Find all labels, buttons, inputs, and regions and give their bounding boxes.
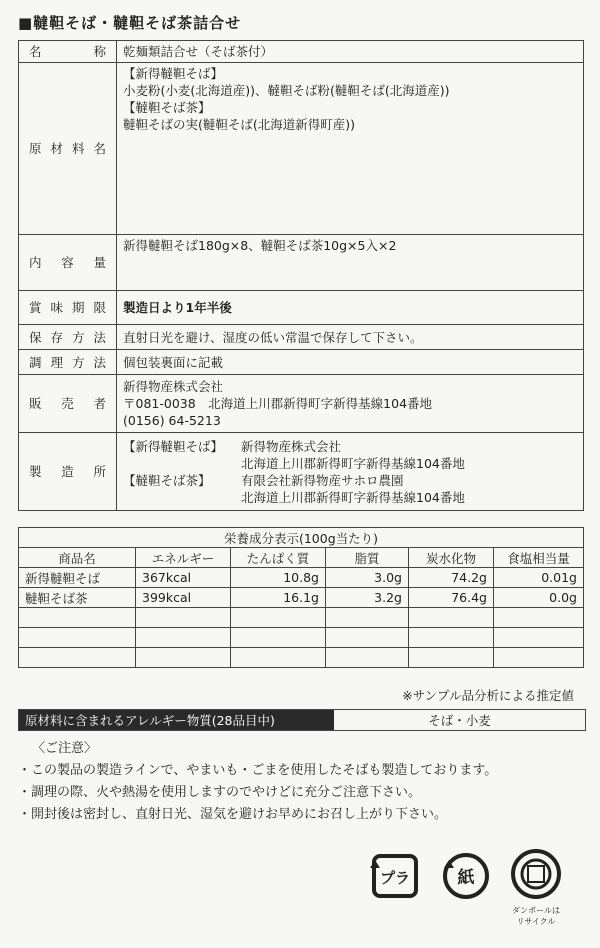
table-cell bbox=[494, 648, 584, 668]
expiry-value: 製造日より1年半後 bbox=[117, 291, 584, 325]
page-title: ■韃靼そば・韃靼そば茶詰合せ bbox=[18, 14, 242, 32]
caution-item: ・この製品の製造ラインで、やまいも・ごまを使用したそばも製造しております。 bbox=[18, 763, 498, 778]
table-cell bbox=[326, 608, 409, 628]
ingredients-value bbox=[117, 63, 584, 235]
nutrition-header: 食塩相当量 bbox=[494, 548, 584, 568]
table-row bbox=[19, 628, 584, 648]
ingredients-line: 韃靼そばの実(韃靼そば(北海道新得町産)) bbox=[123, 117, 356, 132]
caution-item: ・開封後は密封し、直射日光、湿気を避けお早めにお召し上がり下さい。 bbox=[18, 807, 448, 822]
table-cell bbox=[19, 628, 136, 648]
nutrition-header: 商品名 bbox=[19, 548, 136, 568]
seller-line: (0156) 64-5213 bbox=[123, 413, 221, 428]
table-cell: 10.8g bbox=[231, 568, 326, 588]
table-cell: 399kcal bbox=[136, 588, 231, 608]
table-row bbox=[19, 568, 584, 588]
maker-text: 北海道上川郡新得町字新得基線104番地 bbox=[241, 455, 465, 471]
expiry-label: 賞味期限 bbox=[19, 291, 117, 325]
table-cell bbox=[19, 608, 136, 628]
seller-label: 販売者 bbox=[19, 375, 117, 433]
table-cell bbox=[19, 648, 136, 668]
caution-title: 〈ご注意〉 bbox=[32, 741, 98, 756]
table-cell bbox=[494, 608, 584, 628]
storage-value: 直射日光を避け、湿度の低い常温で保存して下さい。 bbox=[117, 325, 584, 350]
ingredients-line: 【韃靼そば茶】 bbox=[123, 100, 211, 115]
maker-value bbox=[117, 433, 584, 511]
maker-key: 【韃靼そば茶】 bbox=[123, 472, 211, 488]
allergy-value: そば・小麦 bbox=[428, 713, 491, 728]
table-cell bbox=[231, 648, 326, 668]
cardboard-label: リサイクル bbox=[516, 917, 556, 926]
table-cell bbox=[494, 628, 584, 648]
table-cell: 0.01g bbox=[494, 568, 584, 588]
nutrition-header: 炭水化物 bbox=[409, 548, 494, 568]
nutrition-header: たんぱく質 bbox=[231, 548, 326, 568]
cardboard-label: ダンボールは bbox=[512, 906, 560, 915]
table-cell bbox=[231, 628, 326, 648]
maker-text: 新得物産株式会社 bbox=[241, 438, 342, 454]
product-spec-table bbox=[18, 40, 584, 511]
storage-label: 保存方法 bbox=[19, 325, 117, 350]
maker-key bbox=[123, 489, 241, 506]
ingredients-line: 小麦粉(小麦(北海道産))、韃靼そば粉(韃靼そば(北海道産)) bbox=[123, 83, 450, 98]
table-cell: 3.2g bbox=[326, 588, 409, 608]
nutrition-header: 脂質 bbox=[326, 548, 409, 568]
cooking-value: 個包装裏面に記載 bbox=[117, 350, 584, 375]
seller-line: 〒081-0038 北海道上川郡新得町字新得基線104番地 bbox=[123, 396, 433, 411]
table-cell: 0.0g bbox=[494, 588, 584, 608]
nutrition-title: 栄養成分表示(100g当たり) bbox=[19, 528, 584, 548]
table-cell bbox=[326, 648, 409, 668]
caution-section bbox=[18, 738, 497, 826]
paper-label: 紙 bbox=[457, 868, 475, 888]
table-cell bbox=[136, 608, 231, 628]
seller-line: 新得物産株式会社 bbox=[123, 379, 224, 394]
table-row bbox=[19, 608, 584, 628]
allergy-header: 原材料に含まれるアレルギー物質(28品目中) bbox=[19, 710, 334, 730]
name-value: 乾麺類詰合せ（そば茶付） bbox=[117, 41, 584, 63]
pla-label: プラ bbox=[379, 869, 411, 887]
table-row bbox=[19, 588, 584, 608]
table-cell: 76.4g bbox=[409, 588, 494, 608]
maker-key: 【新得韃靼そば】 bbox=[123, 438, 224, 454]
table-cell bbox=[136, 628, 231, 648]
cooking-label: 調理方法 bbox=[19, 350, 117, 375]
cardboard-recycle-icon bbox=[512, 851, 560, 926]
analysis-note: ※サンプル品分析による推定値 bbox=[402, 688, 574, 703]
table-cell: 16.1g bbox=[231, 588, 326, 608]
paper-recycle-icon bbox=[444, 855, 487, 897]
maker-text: 有限会社新得物産サホロ農園 bbox=[241, 472, 404, 488]
table-cell bbox=[409, 628, 494, 648]
maker-key bbox=[123, 455, 241, 472]
maker-text: 北海道上川郡新得町字新得基線104番地 bbox=[241, 489, 465, 505]
ingredients-line: 【新得韃靼そば】 bbox=[123, 66, 224, 81]
nutrition-header: エネルギー bbox=[136, 548, 231, 568]
allergy-box bbox=[18, 709, 586, 731]
table-row bbox=[19, 648, 584, 668]
table-cell bbox=[136, 648, 231, 668]
content-label: 内容量 bbox=[19, 235, 117, 291]
table-cell bbox=[326, 628, 409, 648]
table-cell bbox=[231, 608, 326, 628]
table-cell bbox=[409, 648, 494, 668]
table-cell: 新得韃靼そば bbox=[19, 568, 136, 588]
ingredients-label: 原材料名 bbox=[19, 63, 117, 235]
seller-value bbox=[117, 375, 584, 433]
pla-recycle-icon bbox=[370, 856, 416, 896]
table-cell: 367kcal bbox=[136, 568, 231, 588]
recycle-marks bbox=[368, 848, 588, 947]
caution-item: ・調理の際、火や熱湯を使用しますのでやけどに充分ご注意下さい。 bbox=[18, 785, 422, 800]
table-cell: 74.2g bbox=[409, 568, 494, 588]
nutrition-table bbox=[18, 527, 584, 668]
name-label: 名 称 bbox=[19, 41, 117, 63]
table-cell: 3.0g bbox=[326, 568, 409, 588]
maker-label: 製造所 bbox=[19, 433, 117, 511]
content-value: 新得韃靼そば180g×8、韃靼そば茶10g×5入×2 bbox=[117, 235, 584, 291]
table-cell: 韃靼そば茶 bbox=[19, 588, 136, 608]
table-cell bbox=[409, 608, 494, 628]
